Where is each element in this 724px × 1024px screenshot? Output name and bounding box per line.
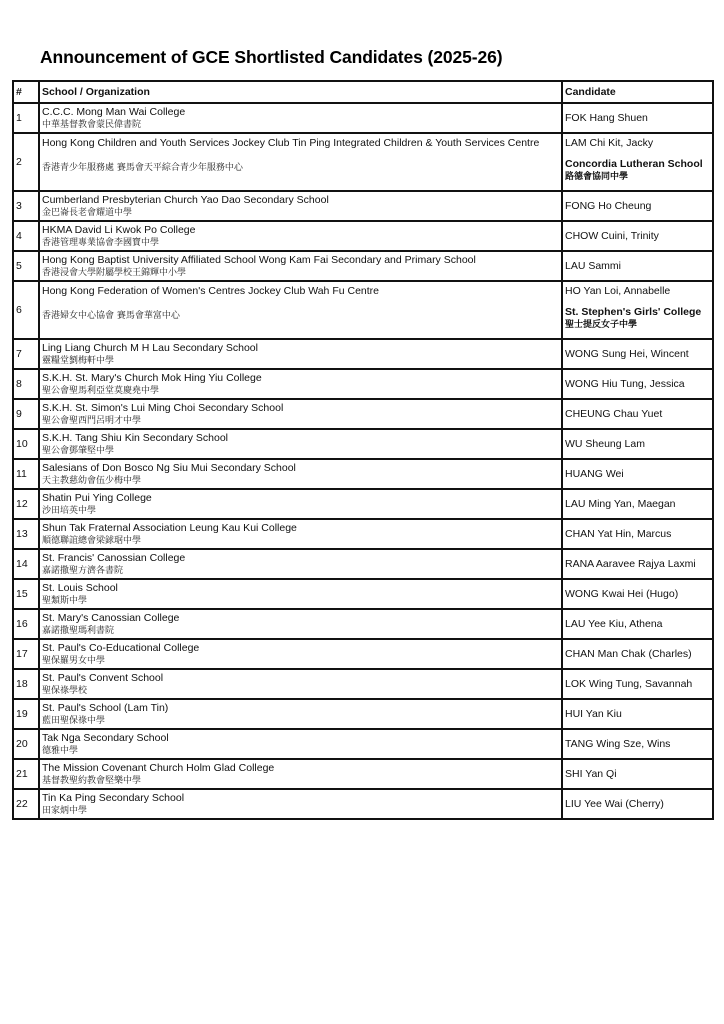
candidate-cell — [562, 251, 713, 281]
candidate-cell — [562, 759, 713, 789]
school-name-zh: 中華基督教會蒙民偉書院 — [42, 119, 142, 130]
candidate-name: HUI Yan Kiu — [565, 707, 622, 720]
table-row — [13, 399, 713, 429]
school-cell — [39, 699, 562, 729]
table-row — [13, 429, 713, 459]
candidate-cell — [562, 369, 713, 399]
row-number: 17 — [13, 639, 39, 669]
school-name-zh: 香港浸會大學附屬學校王錦輝中小學 — [42, 267, 187, 278]
header-candidate: Candidate — [562, 81, 713, 103]
row-number: 12 — [13, 489, 39, 519]
candidate-name: RANA Aaravee Rajya Laxmi — [565, 557, 696, 570]
row-number: 22 — [13, 789, 39, 819]
candidate-name: LOK Wing Tung, Savannah — [565, 677, 693, 690]
school-name-zh: 嘉諾撒聖瑪利書院 — [42, 625, 115, 636]
school-cell — [39, 281, 562, 339]
table-row — [13, 519, 713, 549]
school-cell — [39, 191, 562, 221]
school-name-zh: 聖公會聖西門呂明才中學 — [42, 415, 142, 426]
school-name-en: S.K.H. St. Mary's Church Mok Hing Yiu College — [42, 371, 262, 384]
table-row — [13, 339, 713, 369]
row-number: 14 — [13, 549, 39, 579]
candidate-cell — [562, 459, 713, 489]
table-row — [13, 579, 713, 609]
candidate-cell — [562, 549, 713, 579]
candidate-name: LAU Sammi — [565, 259, 622, 272]
school-name-zh: 藍田聖保祿中學 — [42, 715, 106, 726]
school-cell — [39, 339, 562, 369]
candidate-name: FOK Hang Shuen — [565, 111, 648, 124]
school-name-zh: 聖公會鄧肇堅中學 — [42, 445, 115, 456]
school-name-en: Cumberland Presbyterian Church Yao Dao Secondary School — [42, 193, 329, 206]
candidate-cell — [562, 489, 713, 519]
candidate-cell — [562, 281, 713, 339]
row-number: 9 — [13, 399, 39, 429]
school-name-en: Ling Liang Church M H Lau Secondary School — [42, 341, 258, 354]
table-row — [13, 281, 713, 339]
row-number: 15 — [13, 579, 39, 609]
school-name-en: Shun Tak Fraternal Association Leung Kau Kui College — [42, 521, 297, 534]
school-name-en: Shatin Pui Ying College — [42, 491, 152, 504]
candidate-name: CHAN Yat Hin, Marcus — [565, 527, 672, 540]
school-cell — [39, 221, 562, 251]
school-name-zh: 沙田培英中學 — [42, 505, 97, 516]
candidate-school-en: St. Stephen's Girls' College — [565, 306, 702, 318]
school-name-zh: 聖公會聖馬利亞堂莫慶堯中學 — [42, 385, 160, 396]
candidate-cell — [562, 103, 713, 133]
table-row — [13, 191, 713, 221]
school-name-zh: 田家炳中學 — [42, 805, 88, 816]
school-name-zh: 基督教聖約教會堅樂中學 — [42, 775, 142, 786]
candidate-name: CHOW Cuini, Trinity — [565, 229, 659, 242]
school-name-en: The Mission Covenant Church Holm Glad College — [42, 761, 275, 774]
row-number: 20 — [13, 729, 39, 759]
candidate-name: HUANG Wei — [565, 467, 624, 480]
candidate-name: HO Yan Loi, Annabelle — [565, 285, 671, 297]
candidate-cell — [562, 579, 713, 609]
candidate-name: TANG Wing Sze, Wins — [565, 737, 671, 750]
school-name-en: Hong Kong Federation of Women's Centres Jockey Club Wah Fu Centre — [42, 285, 379, 297]
row-number: 18 — [13, 669, 39, 699]
candidate-cell — [562, 699, 713, 729]
table-row — [13, 759, 713, 789]
school-cell — [39, 549, 562, 579]
school-cell — [39, 789, 562, 819]
school-cell — [39, 369, 562, 399]
school-name-zh: 靈糧堂劉梅軒中學 — [42, 355, 115, 366]
school-name-zh: 香港青少年服務處 賽馬會天平綜合青少年服務中心 — [42, 163, 243, 173]
row-number: 8 — [13, 369, 39, 399]
table-row — [13, 221, 713, 251]
school-cell — [39, 579, 562, 609]
school-name-zh: 嘉諾撒聖方濟各書院 — [42, 565, 124, 576]
school-name-en: St. Francis' Canossian College — [42, 551, 186, 564]
table-row — [13, 609, 713, 639]
candidate-cell — [562, 729, 713, 759]
school-name-zh: 天主教慈幼會伍少梅中學 — [42, 475, 142, 486]
school-cell — [39, 103, 562, 133]
school-name-en: St. Paul's Convent School — [42, 671, 164, 684]
row-number: 3 — [13, 191, 39, 221]
candidate-name: CHAN Man Chak (Charles) — [565, 647, 692, 660]
school-name-en: S.K.H. St. Simon's Lui Ming Choi Secondary School — [42, 401, 284, 414]
row-number: 5 — [13, 251, 39, 281]
school-name-en: Tin Ka Ping Secondary School — [42, 791, 185, 804]
table-row — [13, 103, 713, 133]
candidate-name: LAM Chi Kit, Jacky — [565, 137, 654, 149]
school-name-zh: 德雅中學 — [42, 745, 79, 756]
candidate-cell — [562, 133, 713, 191]
school-name-en: St. Paul's Co-Educational College — [42, 641, 200, 654]
school-cell — [39, 429, 562, 459]
candidate-cell — [562, 669, 713, 699]
table-row — [13, 459, 713, 489]
candidate-name: WONG Kwai Hei (Hugo) — [565, 587, 679, 600]
school-name-zh: 聖保羅男女中學 — [42, 655, 106, 666]
candidate-school-zh: 聖士提反女子中學 — [565, 320, 638, 330]
school-cell — [39, 489, 562, 519]
candidate-cell — [562, 789, 713, 819]
school-name-zh: 香港婦女中心協會 賽馬會華富中心 — [42, 311, 180, 321]
candidate-name: WONG Sung Hei, Wincent — [565, 347, 689, 360]
row-number: 16 — [13, 609, 39, 639]
school-name-en: St. Paul's School (Lam Tin) — [42, 701, 169, 714]
school-name-en: Tak Nga Secondary School — [42, 731, 169, 744]
row-number: 21 — [13, 759, 39, 789]
table-row — [13, 699, 713, 729]
page-title: Announcement of GCE Shortlisted Candidates (2025-26) — [40, 47, 503, 67]
school-cell — [39, 639, 562, 669]
school-cell — [39, 669, 562, 699]
table-row — [13, 251, 713, 281]
row-number: 19 — [13, 699, 39, 729]
candidate-name: LAU Yee Kiu, Athena — [565, 617, 663, 630]
header-school: School / Organization — [39, 81, 562, 103]
candidate-name: FONG Ho Cheung — [565, 199, 652, 212]
candidate-name: CHEUNG Chau Yuet — [565, 407, 663, 420]
school-name-en: St. Louis School — [42, 581, 118, 594]
candidate-cell — [562, 639, 713, 669]
school-cell — [39, 399, 562, 429]
table-body — [13, 103, 713, 819]
header-number: # — [13, 81, 39, 103]
row-number: 6 — [13, 281, 39, 339]
table-row — [13, 369, 713, 399]
table-row — [13, 133, 713, 191]
table-row — [13, 489, 713, 519]
candidate-cell — [562, 339, 713, 369]
candidate-school-zh: 路德會協同中學 — [565, 172, 629, 182]
school-name-zh: 順德聯誼總會梁銶琚中學 — [42, 535, 142, 546]
table-row — [13, 729, 713, 759]
school-name-en: S.K.H. Tang Shiu Kin Secondary School — [42, 431, 229, 444]
candidates-table — [12, 80, 714, 820]
table-row — [13, 789, 713, 819]
school-cell — [39, 251, 562, 281]
school-name-en: St. Mary's Canossian College — [42, 611, 180, 624]
candidate-cell — [562, 399, 713, 429]
school-name-zh: 金巴崙長老會耀道中學 — [42, 207, 133, 218]
candidate-name: WU Sheung Lam — [565, 437, 645, 450]
school-cell — [39, 519, 562, 549]
table-header-row — [13, 81, 713, 103]
candidate-cell — [562, 191, 713, 221]
school-name-en: Hong Kong Baptist University Affiliated School Wong Kam Fai Secondary and Primary School — [42, 253, 476, 266]
candidate-name: LIU Yee Wai (Cherry) — [565, 797, 664, 810]
candidate-name: LAU Ming Yan, Maegan — [565, 497, 676, 510]
school-cell — [39, 609, 562, 639]
table-row — [13, 669, 713, 699]
row-number: 11 — [13, 459, 39, 489]
row-number: 13 — [13, 519, 39, 549]
school-cell — [39, 459, 562, 489]
row-number: 10 — [13, 429, 39, 459]
row-number: 2 — [13, 133, 39, 191]
candidate-cell — [562, 221, 713, 251]
candidate-name: SHI Yan Qi — [565, 767, 617, 780]
school-name-en: C.C.C. Mong Man Wai College — [42, 105, 186, 118]
row-number: 1 — [13, 103, 39, 133]
candidate-school-en: Concordia Lutheran School — [565, 158, 703, 170]
table-row — [13, 549, 713, 579]
school-name-en: Salesians of Don Bosco Ng Siu Mui Secondary School — [42, 461, 296, 474]
school-name-zh: 聖保祿學校 — [42, 685, 88, 696]
school-name-zh: 聖類斯中學 — [42, 595, 88, 606]
row-number: 4 — [13, 221, 39, 251]
candidate-cell — [562, 609, 713, 639]
school-name-zh: 香港管理專業協會李國寶中學 — [42, 237, 160, 248]
candidate-cell — [562, 429, 713, 459]
school-name-en: Hong Kong Children and Youth Services Jockey Club Tin Ping Integrated Children & Youth Services Centre — [42, 137, 540, 149]
candidate-name: WONG Hiu Tung, Jessica — [565, 377, 685, 390]
school-cell — [39, 759, 562, 789]
school-cell — [39, 133, 562, 191]
school-name-en: HKMA David Li Kwok Po College — [42, 223, 196, 236]
row-number: 7 — [13, 339, 39, 369]
school-cell — [39, 729, 562, 759]
candidate-cell — [562, 519, 713, 549]
table-row — [13, 639, 713, 669]
